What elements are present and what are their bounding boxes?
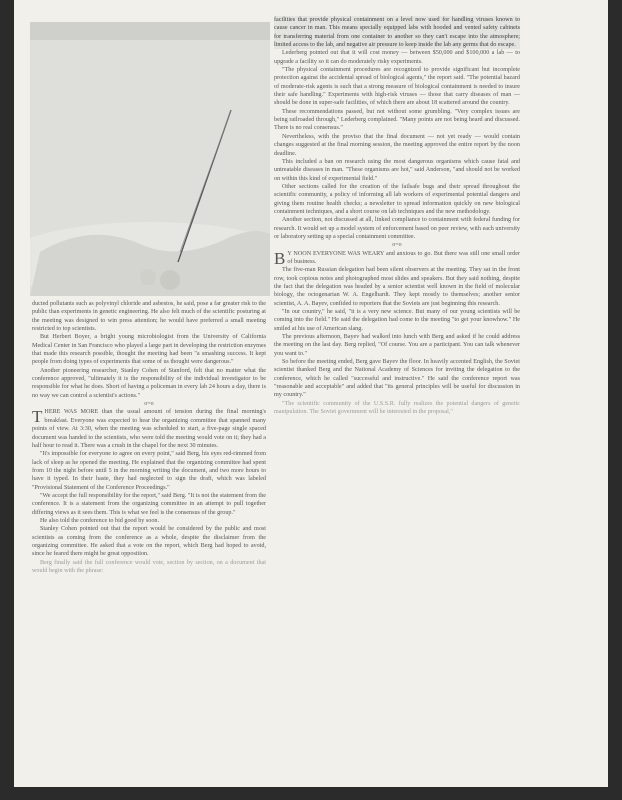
dropcap-paragraph [274, 250, 520, 267]
paragraph: He also told the conference to bid good by soon. [40, 517, 160, 524]
paragraph: "In our country," he said, "it is a very new science. But many of our young scientists will be coming into the field." He said the delegation had come to the meeting "to get your knowhow." He smiled at his use of American slang. [274, 309, 520, 332]
paragraph: Another pioneering researcher, Stanley Cohen of Stanford, felt that no matter what the conference approved, "ultimately it is the responsibility of the individual investigator to be responsible for what he does. Short of having a policeman in every lab 24 hours a day, there is no way we can control a scientist's actions." [32, 367, 266, 399]
paragraph: facilities that provide physical containment on a level now used for handling viruses known to cause cancer in man. This means specially equipped labs with hooded and vented safety cabinets for transferring material from one container to another so they can't escape into the atmosphere; limited access to the lab, and negative air pressure to keep inside the lab any germs that do escape. [274, 17, 520, 49]
highlighted-block [274, 16, 520, 49]
paragraph: These recommendations passed, but not without some grumbling. "Very complex issues are being railroaded through," Lederberg complained. "Many points are not being heard and discussed. There is no real consensus." [274, 108, 520, 132]
paragraph: Lederberg pointed out that it will cost money — between $50,000 and $100,000 a lab — to upgrade a facility so it can do moderately risky experiments. [274, 50, 520, 65]
section-separator: o=o [144, 401, 154, 408]
paragraph: Nevertheless, with the proviso that the final document — not yet ready — would contain changes suggested at the final morning session, the meeting approved the entire report by the noon deadline. [274, 133, 520, 157]
paragraph: "It's impossible for everyone to agree on every point," said Berg, his eyes red-rimmed from lack of sleep as he opened the meeting. He explained that the organizing committee had spent from 10 the night before until 5 in the morning writing the document, and two more hours to have it typed. In their haste, they had neglected to sign the draft, which was labeled "Provisional Statement of the Conference Proceedings." [32, 451, 266, 491]
left-column [32, 300, 266, 780]
right-column [274, 16, 520, 782]
paragraph: So before the meeting ended, Berg gave Bayev the floor. In heavily accented English, the Soviet scientist thanked Berg and the National Academy of Sciences for inviting the delegation to the conference, which he called "successful and instructive." He said the conference report was "reasonable and acceptable" and added that "its general principles will be useful for discussion in my country." [274, 359, 520, 399]
paragraph: The previous afternoon, Bayev had walked into lunch with Berg and asked if he could address the meeting on the last day. Berg replied, "Of course. You are a participant. You can talk whenever you want to." [274, 334, 520, 357]
paragraph: Stanley Cohen pointed out that the report would be considered by the public and most scientists as coming from the conference as a whole, despite the disclaimer from the organizing committee. He asked that a vote on the report, which Berg had hoped to avoid, since he feared there might be great opposition. [32, 526, 266, 558]
paragraph: The five-man Russian delegation had been silent observers at the meeting. They sat in the front row, took copious notes and photographed most slides and speakers. But they said nothing, despite the fact that the delegation was headed by a senior scientist well known in the field of molecular biology, the octogenarian W. A. Engelhardt. They kept mostly to themselves; another senior scientist, A. A. Bayev, confided to reporters that the Soviets are just beginning this research. [274, 267, 520, 307]
paragraph: Other sections called for the creation of the failsafe bugs and their spread throughout the scientific community, a policy of informing all lab workers of experimental potential dangers and giving them routine health checks; a newsletter to spread information quickly on new biological containment techniques, and a short course on lab techniques and the new methodology. [274, 183, 520, 215]
paragraph: "The physical containment procedures are recognized to provide significant but incomplete protection against the accidental spread of biological agents," the report said. "The potential hazard of moderate-risk agents is such that a strong measure of biological containment is needed to insure their safe handling." Experiments with high-risk viruses — those that carry diseases of man — should be done in super-safe facilities, of which there are about 18 scattered around the country. [274, 67, 520, 107]
paragraph: Another section, not discussed at all, linked compliance to containment with federal funding for research. It would set up a model system of enforcement based on peer review, with each university or laboratory setting up a special containment committee. [274, 217, 520, 240]
paragraph: ducted pollutants such as polyvinyl chloride and asbestos, he said, pose a far greater risk to the public than experiments in genetic engineering. He also felt much of the scientific posturing at the meeting was designed to win press attention; he would have preferred a small meeting restricted to top scientists. [32, 301, 266, 333]
dropcap-letter: T [32, 407, 43, 427]
dropcap-text: HERE WAS MORE than the usual amount of tension during the final morning's breakfast. Everyone was expected to hear the organizing committee that spanned many points of view. At 3:30, when the meeting was scheduled to start, a five-page single spaced document was handed to the scientists, who were told the meeting would vote on it; they had a half hour to read it. There was a crush in the chapel for the next 30 minutes. [32, 409, 266, 449]
document-page [14, 0, 608, 787]
paragraph: But Herbert Boyer, a bright young microbiologist from the University of California Medical Center in San Francisco who played a large part in developing the restriction enzymes that made this research possible, thought the meeting had been "a smashing success. It kept people from doing types of experiments that some of us thought were dangerous." [32, 334, 266, 366]
dropcap-letter: B [274, 248, 286, 268]
section-separator: o=o [392, 242, 402, 249]
photograph [30, 22, 270, 296]
photo-illustration [30, 22, 270, 296]
paragraph: This included a ban on research using the most dangerous organisms which cause fatal and untreatable diseases in man. "These organisms are hot," said Anderson, "and should not be worked on within this kind of experimental field." [274, 158, 520, 182]
paragraph: Berg finally said the full conference would vote, section by section, on a document that would begin with the phrase: [32, 559, 266, 574]
paragraph: "The scientific community of the U.S.S.R. fully realizes the potential dangers of genetic manipulation. The Soviet government will be interested in the proposal," [274, 400, 520, 416]
dropcap-paragraph [32, 408, 266, 450]
dropcap-text: Y NOON EVERYONE WAS WEARY and anxious to go. But there was still one small order of business. [287, 250, 520, 265]
paragraph: "We accept the full responsibility for the report," said Berg. "It is not the statement from the conference. It is a statement from the organizing committee in an attempt to pull together differing views as it sees them. This is what we feel is the consensus of the group." [32, 492, 266, 516]
